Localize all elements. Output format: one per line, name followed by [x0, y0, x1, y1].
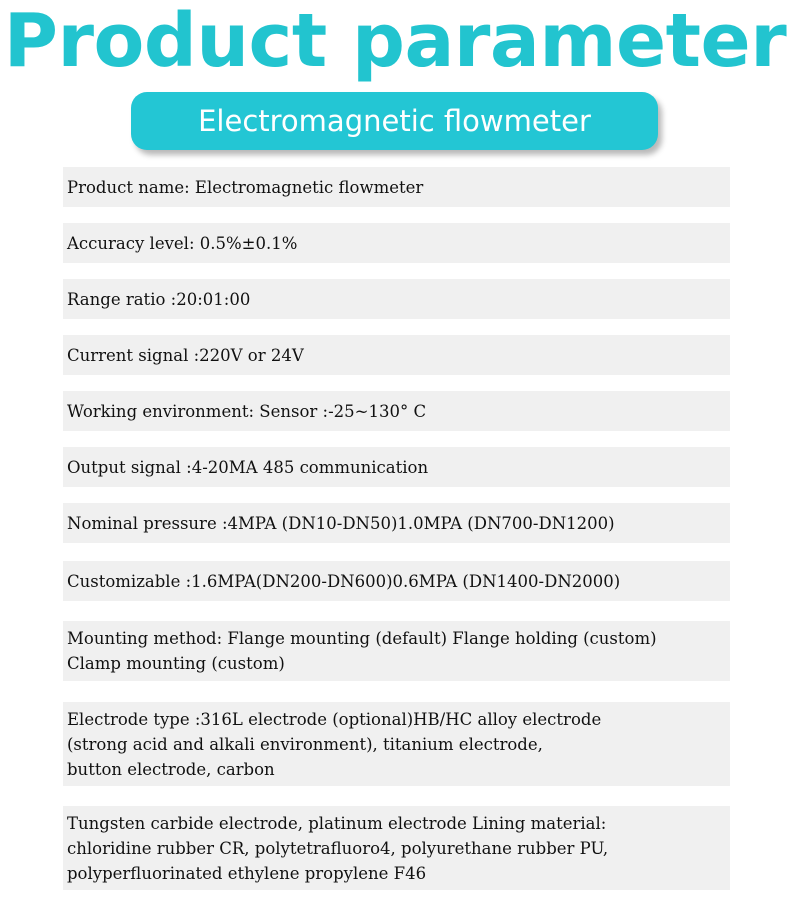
param-text: Working environment: Sensor :-25~130° C [67, 401, 427, 421]
param-row-current-signal [63, 335, 730, 375]
param-row-accuracy [63, 223, 730, 263]
param-text: Customizable :1.6MPA(DN200-DN600)0.6MPA (DN1400-DN2000) [67, 571, 621, 591]
param-row-mounting-method [63, 621, 730, 681]
param-text: Electrode type :316L electrode (optional)HB/HC alloy electrode (strong acid and alkali environment), titanium electrode, button electrode, carbon [67, 709, 602, 779]
param-row-working-environment [63, 391, 730, 431]
param-text: Accuracy level: 0.5%±0.1% [67, 233, 298, 253]
page-title: Product parameter [3, 0, 787, 84]
param-row-range-ratio [63, 279, 730, 319]
param-text: Mounting method: Flange mounting (default) Flange holding (custom) Clamp mounting (custom) [67, 629, 657, 673]
param-text: Tungsten carbide electrode, platinum electrode Lining material: chloridine rubber CR, polytetrafluoro4, polyurethane rubber PU, polyperfluorinated ethylene propylene F46 [67, 813, 609, 883]
param-row-electrode-type [63, 702, 730, 786]
param-row-nominal-pressure [63, 503, 730, 543]
param-text: Current signal :220V or 24V [67, 345, 304, 365]
param-row-lining-material [63, 806, 730, 890]
param-text: Range ratio :20:01:00 [67, 289, 251, 309]
param-row-customizable [63, 561, 730, 601]
banner-label: Electromagnetic flowmeter [198, 104, 591, 138]
product-name-banner [131, 92, 658, 150]
param-row-product-name [63, 167, 730, 207]
param-text: Output signal :4-20MA 485 communication [67, 457, 429, 477]
param-row-output-signal [63, 447, 730, 487]
param-text: Nominal pressure :4MPA (DN10-DN50)1.0MPA (DN700-DN1200) [67, 513, 615, 533]
param-text: Product name: Electromagnetic flowmeter [67, 177, 424, 197]
